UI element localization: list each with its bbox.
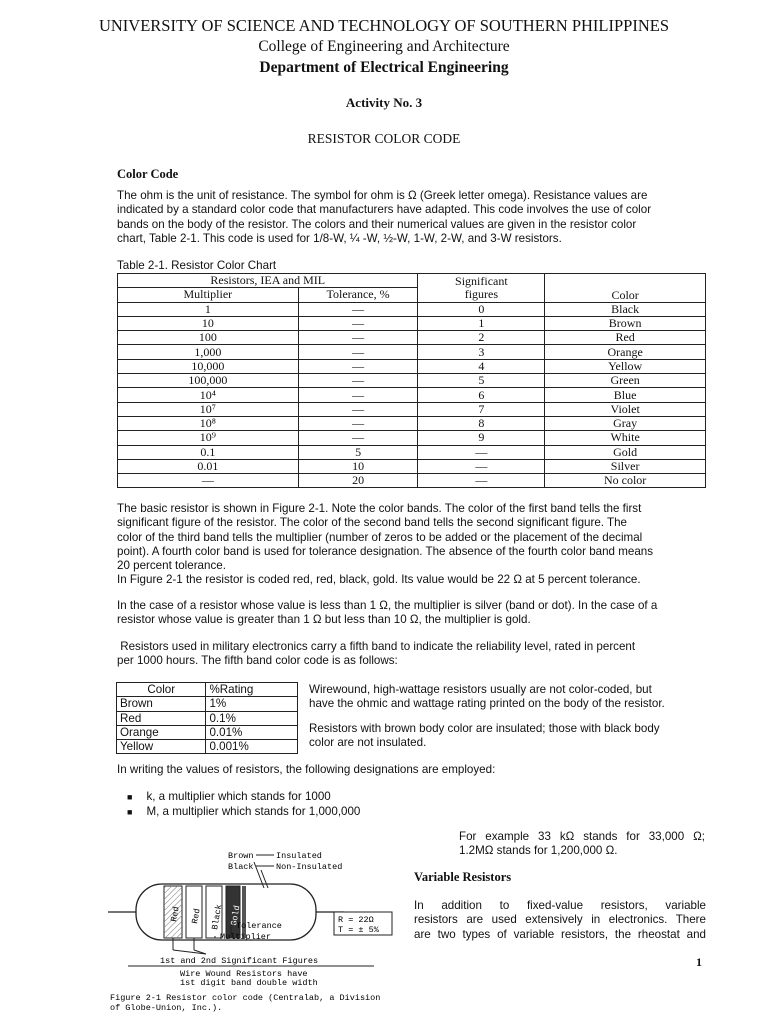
table-row — [117, 725, 298, 739]
table-row — [118, 416, 706, 430]
fifth-band-color-cell: Yellow — [117, 740, 206, 754]
color-cell: Blue — [545, 388, 706, 402]
activity-number: Activity No. 3 — [345, 95, 423, 110]
significant-figure-cell: 8 — [418, 416, 545, 430]
table-row — [117, 740, 298, 754]
multiplier-cell: 10⁴ — [118, 388, 299, 402]
tolerance-cell: 20 — [298, 474, 418, 488]
multiplier-cell: 10⁹ — [118, 431, 299, 445]
tolerance-cell: — — [298, 359, 418, 373]
table-row — [118, 474, 706, 488]
low-value-paragraph — [117, 599, 706, 628]
text-line: are two types of variable resistors, the rheostat and — [414, 927, 706, 941]
wirewound-paragraph — [309, 683, 705, 712]
sig-header-line-2: figures — [464, 286, 499, 301]
label-significant-figures: 1st and 2nd Significant Figures — [160, 956, 319, 966]
multiplier-header: Multiplier — [118, 288, 299, 302]
fifth-band-color-cell: Orange — [117, 725, 206, 739]
multiplier-cell: 1 — [118, 302, 299, 316]
resistor-figure — [108, 842, 398, 1020]
tolerance-cell: — — [298, 416, 418, 430]
fifth-band-rating-cell: 0.01% — [206, 725, 298, 739]
text-line: For example 33 kΩ stands for 33,000 Ω; — [459, 830, 705, 843]
significant-figure-cell: 6 — [418, 388, 545, 402]
resistor-color-chart — [117, 273, 706, 488]
band-label-black: Black — [210, 903, 225, 931]
significant-figure-cell: 2 — [418, 331, 545, 345]
text-line: resistor whose value is greater than 1 Ω but less than 10 Ω, the multiplier is gold. — [117, 613, 531, 627]
table-row — [117, 711, 298, 725]
significant-figure-cell: — — [418, 445, 545, 459]
figure-caption-line-2: of Globe-Union, Inc.). — [110, 1003, 223, 1013]
text-line: color of the third band tells the multiplier (number of zeros to be added or the placement of the decimal — [117, 530, 643, 544]
text-line: Wirewound, high-wattage resistors usually are not color-coded, but — [309, 683, 652, 696]
table-row — [118, 445, 706, 459]
significant-figure-cell: 0 — [418, 302, 545, 316]
figure-note-line-2: 1st digit band double width — [180, 978, 318, 988]
label-insulated: Insulated — [276, 851, 322, 861]
tolerance-cell: — — [298, 374, 418, 388]
table-row — [118, 459, 706, 473]
college-name: College of Engineering and Architecture — [258, 38, 510, 55]
tolerance-cell: — — [298, 388, 418, 402]
color-cell: Silver — [545, 459, 706, 473]
table-row — [118, 331, 706, 345]
fifth-band-color-header: Color — [117, 683, 206, 697]
page-title: RESISTOR COLOR CODE — [307, 131, 461, 146]
bullet-item — [127, 805, 360, 819]
label-non-insulated: Non-Insulated — [276, 862, 343, 872]
text-line: In addition to fixed-value resistors, variable — [414, 899, 706, 912]
text-line: have the ohmic and wattage rating printed on the body of the resistor. — [309, 697, 665, 711]
text-line: The ohm is the unit of resistance. The symbol for ohm is Ω (Greek letter omega). Resistance values are — [117, 189, 648, 202]
table-row — [118, 316, 706, 330]
color-cell: Violet — [545, 402, 706, 416]
table-row — [118, 302, 706, 316]
tolerance-cell: — — [298, 302, 418, 316]
significant-figure-cell: — — [418, 459, 545, 473]
fifth-band-rating-cell: 0.001% — [206, 740, 298, 754]
color-cell: Black — [545, 302, 706, 316]
multiplier-cell: 0.1 — [118, 445, 299, 459]
multiplier-cell: 10,000 — [118, 359, 299, 373]
multiplier-cell: 10⁷ — [118, 402, 299, 416]
value-box-tolerance: T = ± 5% — [338, 925, 379, 935]
fifth-band-color-cell: Brown — [117, 697, 206, 711]
table-row — [118, 402, 706, 416]
text-line: color are not insulated. — [309, 736, 427, 750]
page-number: 1 — [696, 955, 702, 969]
tolerance-cell: 10 — [298, 459, 418, 473]
tolerance-header: Tolerance, % — [298, 288, 418, 302]
fifth-band-rating-cell: 1% — [206, 697, 298, 711]
color-cell: White — [545, 431, 706, 445]
color-header: Color — [545, 274, 706, 303]
text-line: In the case of a resistor whose value is less than 1 Ω, the multiplier is silver (band or dot). In the case of a — [117, 599, 658, 612]
band-label-red-2: Red — [190, 907, 203, 925]
table-row — [118, 374, 706, 388]
military-paragraph — [117, 640, 706, 669]
text-line: resistors are used extensively in electronics. There — [414, 913, 706, 927]
color-code-paragraph — [117, 189, 706, 246]
variable-resistors-heading: Variable Resistors — [414, 870, 512, 884]
text-line: Resistors with brown body color are insulated; those with black body — [309, 722, 660, 735]
multiplier-cell: — — [118, 474, 299, 488]
tolerance-cell: — — [298, 316, 418, 330]
color-cell: Orange — [545, 345, 706, 359]
tolerance-cell: — — [298, 331, 418, 345]
table-row — [118, 431, 706, 445]
multiplier-cell: 1,000 — [118, 345, 299, 359]
sig-figures-header — [418, 274, 545, 303]
multiplier-cell: 10 — [118, 316, 299, 330]
label-black: Black — [228, 862, 254, 872]
basic-resistor-paragraph — [117, 502, 706, 588]
table-row — [117, 697, 298, 711]
table-caption: Table 2-1. Resistor Color Chart — [117, 259, 277, 272]
tolerance-cell: 5 — [298, 445, 418, 459]
bullet-item — [127, 790, 331, 804]
variable-resistors-paragraph — [414, 899, 706, 942]
color-cell: Red — [545, 331, 706, 345]
color-cell: Brown — [545, 316, 706, 330]
fifth-band-color-cell: Red — [117, 711, 206, 725]
significant-figure-cell: 7 — [418, 402, 545, 416]
color-cell: Gray — [545, 416, 706, 430]
label-tolerance: Tolerance — [236, 921, 282, 931]
significant-figure-cell: — — [418, 474, 545, 488]
text-line: Resistors used in military electronics carry a fifth band to indicate the reliability level, rated in percent — [117, 640, 636, 653]
fifth-band-rating-header: %Rating — [206, 683, 298, 697]
multiplier-cell: 10⁸ — [118, 416, 299, 430]
color-cell: No color — [545, 474, 706, 488]
tolerance-cell: — — [298, 345, 418, 359]
bullet-text: M, a multiplier which stands for 1,000,000 — [146, 805, 361, 818]
multiplier-cell: 100 — [118, 331, 299, 345]
group-header: Resistors, IEA and MIL — [118, 274, 418, 288]
significant-figure-cell: 4 — [418, 359, 545, 373]
label-multiplier: Multiplier — [220, 932, 272, 942]
tolerance-cell: — — [298, 431, 418, 445]
bullet-icon: ■ — [127, 792, 133, 802]
band-label-red-1: Red — [169, 905, 182, 923]
figure-caption-line-1: Figure 2-1 Resistor color code (Centralab, a Division — [110, 993, 381, 1003]
color-code-heading: Color Code — [117, 167, 179, 181]
color-cell: Green — [545, 374, 706, 388]
text-line: indicated by a standard color code that manufacturers have adapted. This code involves the use of color — [117, 203, 652, 217]
university-name: UNIVERSITY OF SCIENCE AND TECHNOLOGY OF SOUTHERN PHILIPPINES — [98, 16, 670, 35]
band-label-gold: Gold — [229, 904, 243, 927]
text-line: bands on the body of the resistor. The colors and their numerical values are given in the resistor color — [117, 217, 637, 231]
sig-header-line-1: Significant — [455, 273, 508, 288]
text-line: per 1000 hours. The fifth band color code is as follows: — [117, 654, 398, 668]
text-line: 20 percent tolerance. — [117, 559, 226, 573]
department-name: Department of Electrical Engineering — [259, 59, 509, 76]
designations-intro: In writing the values of resistors, the following designations are employed: — [117, 763, 496, 776]
multiplier-cell: 100,000 — [118, 374, 299, 388]
multiplier-cell: 0.01 — [118, 459, 299, 473]
bullet-icon: ■ — [127, 807, 133, 817]
significant-figure-cell: 9 — [418, 431, 545, 445]
text-line: The basic resistor is shown in Figure 2-1. Note the color bands. The color of the first band tells the first — [117, 502, 642, 515]
insulated-paragraph — [309, 722, 705, 751]
fifth-band-rating-cell: 0.1% — [206, 711, 298, 725]
value-box-resistance: R = 22Ω — [338, 915, 374, 925]
text-line: chart, Table 2-1. This code is used for 1/8-W, ¼ -W, ½-W, 1-W, 2-W, and 3-W resistors. — [117, 231, 562, 245]
significant-figure-cell: 3 — [418, 345, 545, 359]
significant-figure-cell: 5 — [418, 374, 545, 388]
tolerance-cell: — — [298, 402, 418, 416]
example-paragraph — [459, 830, 705, 859]
significant-figure-cell: 1 — [418, 316, 545, 330]
fifth-band-table — [116, 682, 298, 754]
label-brown: Brown — [228, 851, 254, 861]
figure-note-line-1: Wire Wound Resistors have — [180, 969, 308, 979]
color-cell: Gold — [545, 445, 706, 459]
text-line: point). A fourth color band is used for tolerance designation. The absence of the fourth color band means — [117, 544, 654, 558]
table-row — [118, 388, 706, 402]
color-cell: Yellow — [545, 359, 706, 373]
table-row — [118, 359, 706, 373]
text-line: In Figure 2-1 the resistor is coded red, red, black, gold. Its value would be 22 Ω at 5 percent tolerance. — [117, 573, 641, 587]
bullet-text: k, a multiplier which stands for 1000 — [146, 790, 331, 803]
table-row — [118, 345, 706, 359]
text-line: 1.2MΩ stands for 1,200,000 Ω. — [459, 844, 618, 858]
text-line: significant figure of the resistor. The color of the second band tells the second significant figure. The — [117, 516, 627, 530]
